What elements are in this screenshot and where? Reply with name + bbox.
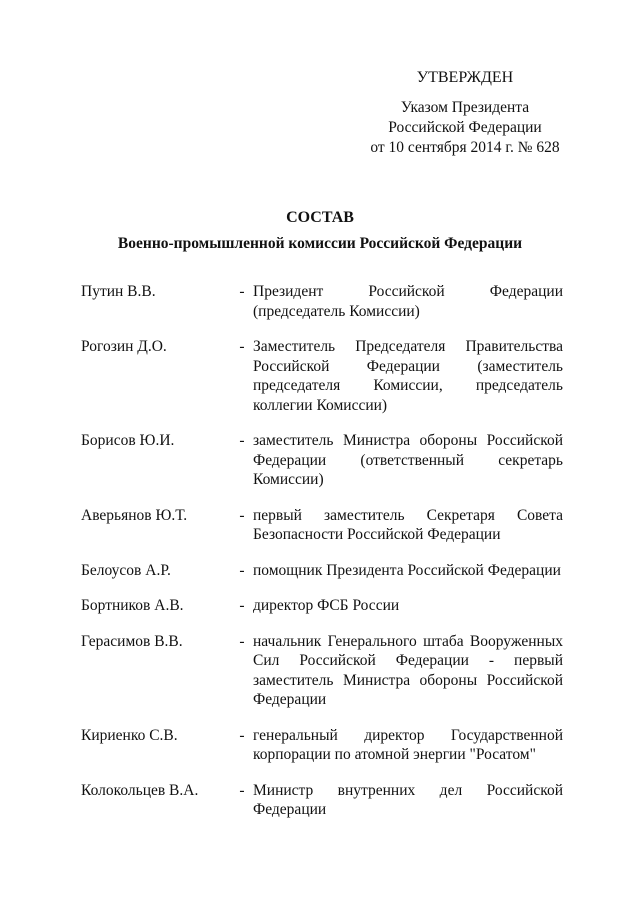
member-name: Путин В.В. bbox=[81, 283, 156, 300]
member-row bbox=[81, 726, 563, 765]
approval-stamp bbox=[340, 68, 590, 158]
country-line: Российской Федерации bbox=[388, 119, 542, 136]
member-name: Рогозин Д.О. bbox=[81, 338, 167, 355]
member-row bbox=[81, 431, 563, 490]
member-position: Заместитель Председателя Правительства Российской Федерации (заместитель председателя Комиссии, председатель коллегии Комиссии) bbox=[253, 338, 563, 414]
member-row bbox=[81, 282, 563, 321]
decree-line: Указом Президента bbox=[400, 99, 530, 116]
dash-separator: - bbox=[239, 506, 245, 524]
member-name: Белоусов А.Р. bbox=[81, 561, 171, 579]
members-list bbox=[81, 282, 563, 836]
member-position: начальник Генерального штаба Вооруженных Сил Российской Федерации - первый заместитель Министра обороны Российской Федерации bbox=[253, 632, 563, 708]
member-name: Аверьянов Ю.Т. bbox=[81, 506, 188, 524]
member-row bbox=[81, 596, 563, 616]
member-name: Колокольцев В.А. bbox=[81, 781, 199, 799]
decree-date-line: от 10 сентября 2014 г. № 628 bbox=[370, 139, 560, 156]
dash-separator: - bbox=[239, 632, 245, 650]
document-subtitle: Военно-промышленной комиссии Российской Федерации bbox=[117, 235, 523, 252]
member-name: Кириенко С.В. bbox=[81, 726, 178, 744]
dash-separator: - bbox=[239, 283, 245, 300]
document-title: СОСТАВ bbox=[286, 209, 354, 226]
member-position: генеральный директор Государственной корпорации по атомной энергии "Росатом" bbox=[253, 726, 563, 763]
member-row bbox=[81, 781, 563, 820]
member-position: заместитель Министра обороны Российской Федерации (ответственный секретарь Комиссии) bbox=[253, 432, 563, 488]
member-name: Герасимов В.В. bbox=[81, 632, 183, 650]
member-name: Борисов Ю.И. bbox=[81, 432, 175, 449]
dash-separator: - bbox=[239, 781, 245, 799]
member-name: Бортников А.В. bbox=[81, 597, 184, 614]
member-row bbox=[81, 632, 563, 710]
member-row bbox=[81, 561, 563, 581]
member-row bbox=[81, 337, 563, 415]
member-position: Министр внутренних дел Российской Федерации bbox=[253, 781, 563, 818]
member-position: директор ФСБ России bbox=[253, 597, 400, 614]
member-position: первый заместитель Секретаря Совета Безопасности Российской Федерации bbox=[253, 506, 563, 543]
member-position: Президент Российской Федерации (председатель Комиссии) bbox=[253, 283, 563, 320]
member-position: помощник Президента Российской Федерации bbox=[253, 561, 561, 579]
dash-separator: - bbox=[239, 432, 245, 449]
dash-separator: - bbox=[239, 597, 245, 614]
approved-label: УТВЕРЖДЕН bbox=[416, 69, 514, 86]
dash-separator: - bbox=[239, 561, 245, 579]
dash-separator: - bbox=[239, 726, 245, 744]
member-row bbox=[81, 506, 563, 545]
dash-separator: - bbox=[239, 338, 245, 355]
